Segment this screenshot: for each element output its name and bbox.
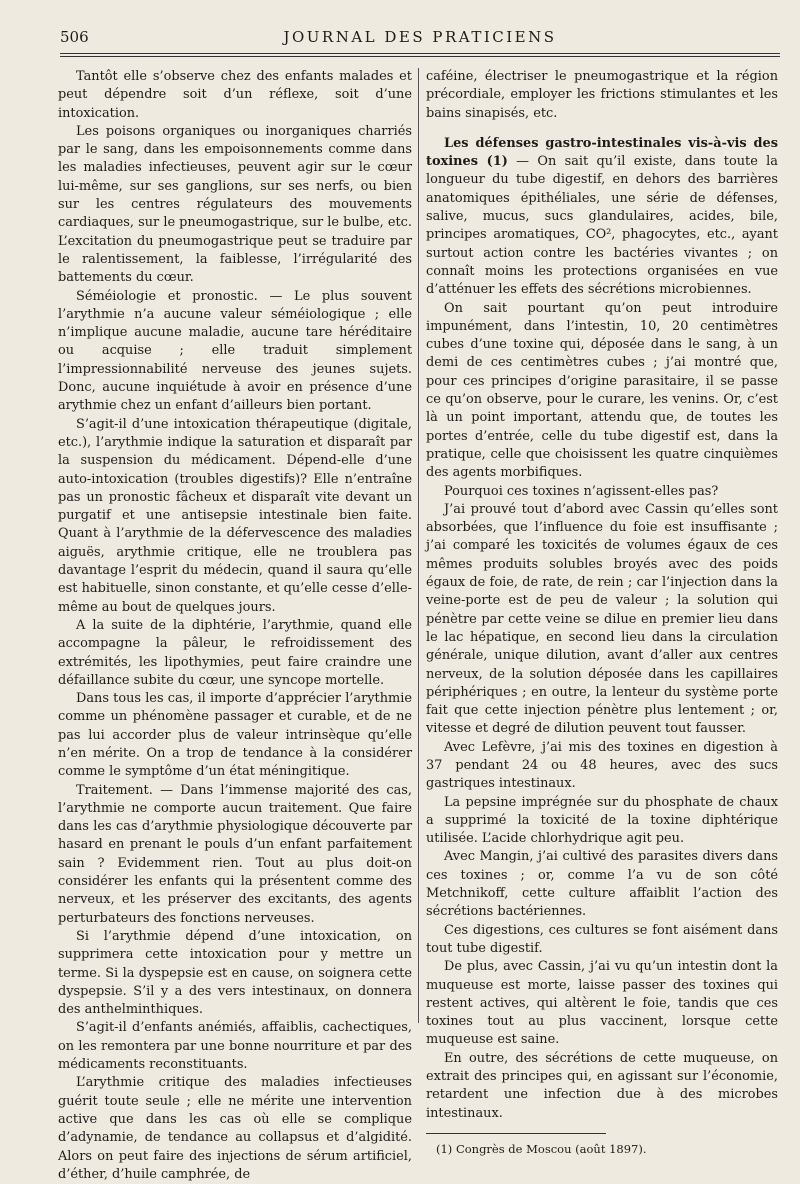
paragraph: S’agit-il d’une intoxication thérapeutique (digitale, etc.), l’arythmie indique la saturation et disparaît par la suspension du médicament. Dépend-elle d’une auto-intoxication (troubles digestifs)? Elle n’entraîne pas un pronostic fâcheux et disparaît vite devant un purgatif et une antisepsie intestinale bien faite. Quant à l’arythmie de la défervescence des maladies aiguës, arythmie critique, elle ne troublera pas davantage l’esprit du médecin, quand il saura qu’elle est habituelle, sinon constante, et qu’elle cesse d’elle-même au bout de quelques jours. (58, 416, 412, 615)
paragraph: L’arythmie critique des maladies infectieuses guérit toute seule ; elle ne mérite une intervention active que dans les cas où elle se complique d’adynamie, de tendance au collapsus et d’algidité. Alors on peut faire des injections de sérum artificiel, d’éther, d’huile camphrée, de (58, 1075, 412, 1182)
footnote: (1) Congrès de Moscou (août 1897). (436, 1141, 647, 1156)
paragraph: La pepsine imprégnée sur du phosphate de chaux a supprimé la toxicité de la toxine diphtérique utilisée. L’acide chlorhydrique agit peu. (426, 794, 778, 847)
section-title-text: Les défenses gastro-intestinales vis-à-vis des toxines (1) (426, 135, 778, 170)
page-header (60, 20, 780, 48)
paragraph: Traitement. — Dans l’immense majorité des cas, l’arythmie ne comporte aucun traitement. Que faire dans les cas d’arythmie physiologique découverte par hasard en prenant le pouls d’un enfant parfaitement sain ? Evidemment rien. Tout au plus doit-on considérer les enfants qui la présentent comme des nerveux, et les préserver des excitants, des agents perturbateurs des fonctions nerveuses. (58, 782, 412, 926)
running-title: JOURNAL DES PRATICIENS (283, 28, 557, 46)
paragraph: Tantôt elle s’observe chez des enfants malades et peut dépendre soit d’un réflexe, soit d’une intoxication. (58, 69, 412, 121)
paragraph: caféine, électriser le pneumogastrique et la région précordiale, employer les frictions stimulantes et les bains sinapisés, etc. (426, 69, 778, 121)
header-rule (60, 53, 780, 54)
paragraph: Avec Lefèvre, j’ai mis des toxines en digestion à 37 pendant 24 ou 48 heures, avec des sucs gastriques intestinaux. (426, 739, 778, 792)
paragraph: S’agit-il d’enfants anémiés, affaiblis, cachectiques, on les remontera par une bonne nourriture et par des médicaments reconstituants. (58, 1020, 412, 1073)
paragraph: De plus, avec Cassin, j’ai vu qu’un intestin dont la muqueuse est morte, laisse passer des toxines qui restent actives, qui altèrent le foie, tandis que ces toxines tout au plus vaccinent, lorsque cette muqueuse est saine. (426, 959, 778, 1048)
paragraph: Dans tous les cas, il importe d’apprécier l’arythmie comme un phénomène passager et curable, et de ne pas lui accorder plus de valeur intrinsèque qu’elle n’en mérite. On a trop de tendance à la considérer comme le symptôme d’un état méningitique. (58, 691, 412, 780)
paragraph: Avec Mangin, j’ai cultivé des parasites divers dans ces toxines ; or, comme l’a vu de son côté Metchnikoff, cette culture affaiblit l’action des sécrétions bactériennes. (426, 849, 778, 920)
paragraph: J’ai prouvé tout d’abord avec Cassin qu’elles sont absorbées, que l’influence du foie est insuffisante ; j’ai comparé les toxicités de volumes égaux de ces mêmes produits solubles broyés avec des poids égaux de foie, de rate, de rein ; car l’injection dans la veine-porte est de peu de valeur ; la solution qui pénètre par cette veine se dilue en premier lieu dans le lac hépatique, en second lieu dans la circulation générale, unique dilution, avant d’aller aux centres nerveux, de la solution déposée dans les capillaires périphériques ; en outre, la lenteur du système porte fait que cette injection pénètre plus lentement ; or, vitesse et degré de dilution peuvent tout fausser. (426, 501, 778, 737)
paragraph: Si l’arythmie dépend d’une intoxication, on supprimera cette intoxication pour y mettre un terme. Si la dyspepsie est en cause, on soignera cette dyspepsie. S’il y a des vers intestinaux, on donnera des anthelminthiques. (58, 928, 412, 1018)
left-column (58, 68, 412, 1184)
paragraph: A la suite de la diphtérie, l’arythmie, quand elle accompagne la pâleur, le refroidissement des extrémités, les lipothymies, peut faire craindre une défaillance subite du cœur, une syncope mortelle. (58, 617, 412, 688)
section-title (426, 135, 778, 300)
section-intro: — On sait qu’il existe, dans toute la longueur du tube digestif, en dehors des barrières anatomiques épithéliales, une série de défenses, salive, mucus, sucs glandulaires, acides, bile, principes aromatiques, CO², phagocytes, etc., ayant surtout action contre les bactéries vivantes ; on connaît moins les protections organisées en vue d’atténuer les effets des sécrétions microbiennes. (426, 154, 778, 298)
header-rule-double (60, 56, 780, 57)
paragraph: Ces digestions, ces cultures se font aisément dans tout tube digestif. (426, 922, 778, 956)
paragraph: Séméiologie et pronostic. — Le plus souvent l’arythmie n’a aucune valeur séméiologique ; elle n’implique aucune maladie, aucune tare héréditaire ou acquise ; elle traduit simplement l’impressionnabilité nerveuse des jeunes sujets. Donc, aucune inquiétude à avoir en présence d’une arythmie chez un enfant d’ailleurs bien portant. (58, 288, 412, 414)
paragraph: On sait pourtant qu’on peut introduire impunément, dans l’intestin, 10, 20 centimètres cubes d’une toxine qui, déposée dans le sang, à un demi de ces centimètres cubes ; j’ai montré que, pour ces principes d’origine parasitaire, il se passe ce qu’on observe, pour le curare, les venins. Or, c’est là un point important, attendu que, de toutes les portes d’entrée, celle du tube digestif est, dans la pratique, celle que choisissent les quatre cinquièmes des agents morbifiques. (426, 300, 778, 481)
paragraph: Les poisons organiques ou inorganiques charriés par le sang, dans les empoisonnements comme dans les maladies infectieuses, peuvent agir sur le cœur lui-même, sur ses ganglions, sur ses nerfs, ou bien sur les centres régulateurs des mouvements cardiaques, sur le pneumogastrique, sur le bulbe, etc. L’excitation du pneumogastrique peut se traduire par le ralentissement, la faiblesse, l’irrégularité des battements du cœur. (58, 123, 412, 286)
paragraph: Pourquoi ces toxines n’agissent-elles pas? (444, 483, 719, 499)
footnote-rule (426, 1133, 606, 1134)
page-number: 506 (60, 28, 89, 46)
right-column (426, 68, 778, 1158)
column-divider (418, 68, 419, 1023)
paragraph: En outre, des sécrétions de cette muqueuse, on extrait des principes qui, en agissant sur l’économie, retardent une infection due à des microbes intestinaux. (426, 1050, 778, 1121)
